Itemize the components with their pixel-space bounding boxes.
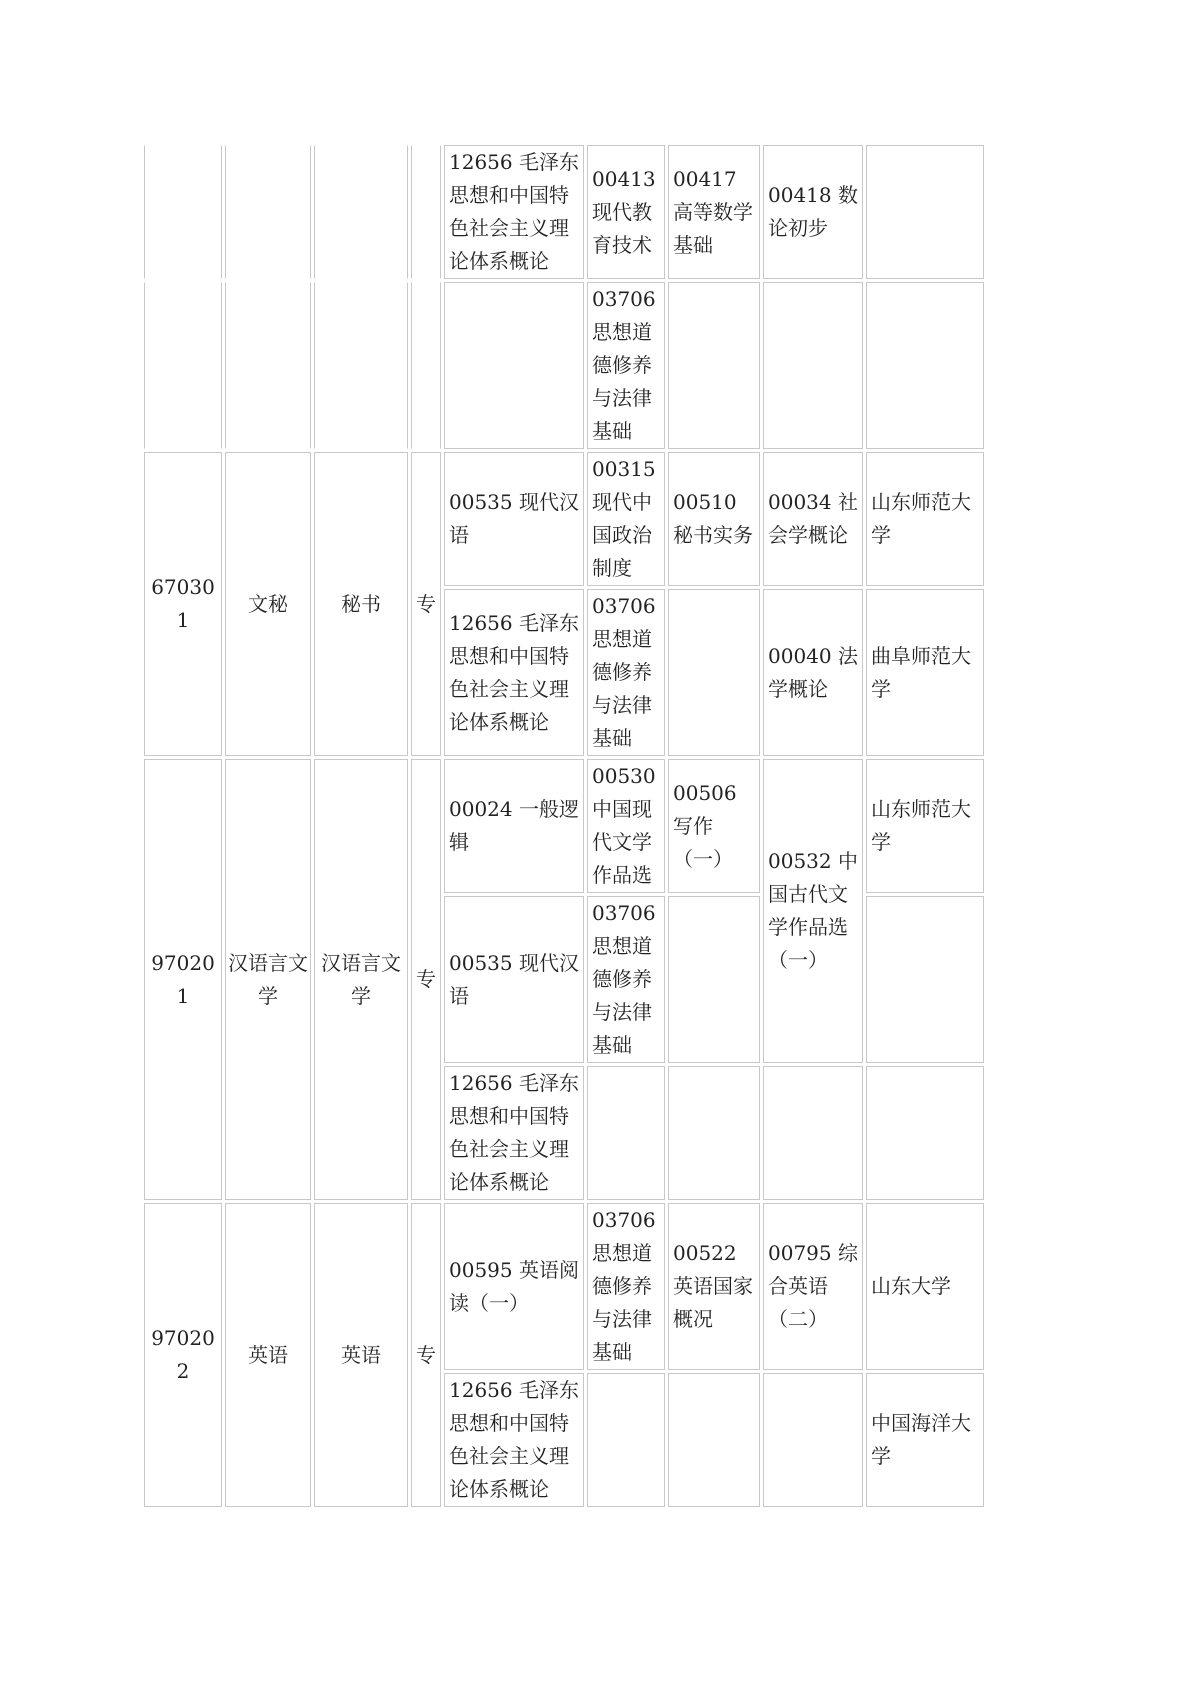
course-cell: 00315 现代中国政治制度 <box>587 452 665 586</box>
course-cell <box>668 1066 760 1200</box>
university-cell <box>866 145 984 279</box>
major-name: 汉语言文学 <box>225 759 311 1200</box>
level-cell <box>411 282 441 449</box>
course-cell: 00795 综合英语（二） <box>763 1203 863 1370</box>
major-code: 970202 <box>144 1203 222 1507</box>
major-cell <box>225 282 311 449</box>
course-cell: 00595 英语阅读（一） <box>444 1203 584 1370</box>
course-cell: 00034 社会学概论 <box>763 452 863 586</box>
university-cell: 山东大学 <box>866 1203 984 1370</box>
course-cell: 00040 法学概论 <box>763 589 863 756</box>
course-cell <box>668 896 760 1063</box>
course-cell: 00535 现代汉语 <box>444 896 584 1063</box>
course-cell: 00535 现代汉语 <box>444 452 584 586</box>
table-row <box>144 759 984 893</box>
major-code: 970201 <box>144 759 222 1200</box>
university-cell <box>866 282 984 449</box>
course-cell: 12656 毛泽东思想和中国特色社会主义理论体系概论 <box>444 1373 584 1507</box>
table-row <box>144 452 984 586</box>
course-cell: 00417 高等数学基础 <box>668 145 760 279</box>
course-cell <box>763 1066 863 1200</box>
major-cell <box>225 145 311 279</box>
course-cell: 00522 英语国家概况 <box>668 1203 760 1370</box>
course-cell: 03706 思想道德修养与法律基础 <box>587 1203 665 1370</box>
course-cell: 00024 一般逻辑 <box>444 759 584 893</box>
course-cell: 00510 秘书实务 <box>668 452 760 586</box>
course-cell <box>587 1066 665 1200</box>
table-row <box>144 1203 984 1370</box>
major-alt-cell <box>314 145 408 279</box>
level: 专 <box>411 759 441 1200</box>
course-cell <box>587 1373 665 1507</box>
course-cell: 03706 思想道德修养与法律基础 <box>587 589 665 756</box>
course-cell <box>668 282 760 449</box>
course-cell <box>668 1373 760 1507</box>
major-name-alt: 秘书 <box>314 452 408 756</box>
university-cell: 山东师范大学 <box>866 759 984 893</box>
course-cell <box>763 282 863 449</box>
course-cell <box>444 282 584 449</box>
major-alt-cell <box>314 282 408 449</box>
university-cell <box>866 896 984 1063</box>
course-cell: 12656 毛泽东思想和中国特色社会主义理论体系概论 <box>444 589 584 756</box>
university-cell <box>866 1066 984 1200</box>
course-cell: 12656 毛泽东思想和中国特色社会主义理论体系概论 <box>444 1066 584 1200</box>
major-name-alt: 汉语言文学 <box>314 759 408 1200</box>
major-name: 文秘 <box>225 452 311 756</box>
level: 专 <box>411 452 441 756</box>
major-name: 英语 <box>225 1203 311 1507</box>
level: 专 <box>411 1203 441 1507</box>
course-cell: 00413 现代教育技术 <box>587 145 665 279</box>
course-cell: 00418 数论初步 <box>763 145 863 279</box>
course-schedule-table <box>141 142 987 1510</box>
university-cell: 中国海洋大学 <box>866 1373 984 1507</box>
level-cell <box>411 145 441 279</box>
university-cell: 山东师范大学 <box>866 452 984 586</box>
code-cell <box>144 145 222 279</box>
course-cell <box>668 589 760 756</box>
course-cell: 03706 思想道德修养与法律基础 <box>587 896 665 1063</box>
course-cell: 00532 中国古代文学作品选（一） <box>763 759 863 1063</box>
major-name-alt: 英语 <box>314 1203 408 1507</box>
table-row <box>144 282 984 449</box>
course-cell: 03706 思想道德修养与法律基础 <box>587 282 665 449</box>
course-cell: 12656 毛泽东思想和中国特色社会主义理论体系概论 <box>444 145 584 279</box>
university-cell: 曲阜师范大学 <box>866 589 984 756</box>
major-code: 670301 <box>144 452 222 756</box>
code-cell <box>144 282 222 449</box>
table-row <box>144 145 984 279</box>
course-cell <box>763 1373 863 1507</box>
course-cell: 00506 写作（一） <box>668 759 760 893</box>
course-cell: 00530 中国现代文学作品选 <box>587 759 665 893</box>
